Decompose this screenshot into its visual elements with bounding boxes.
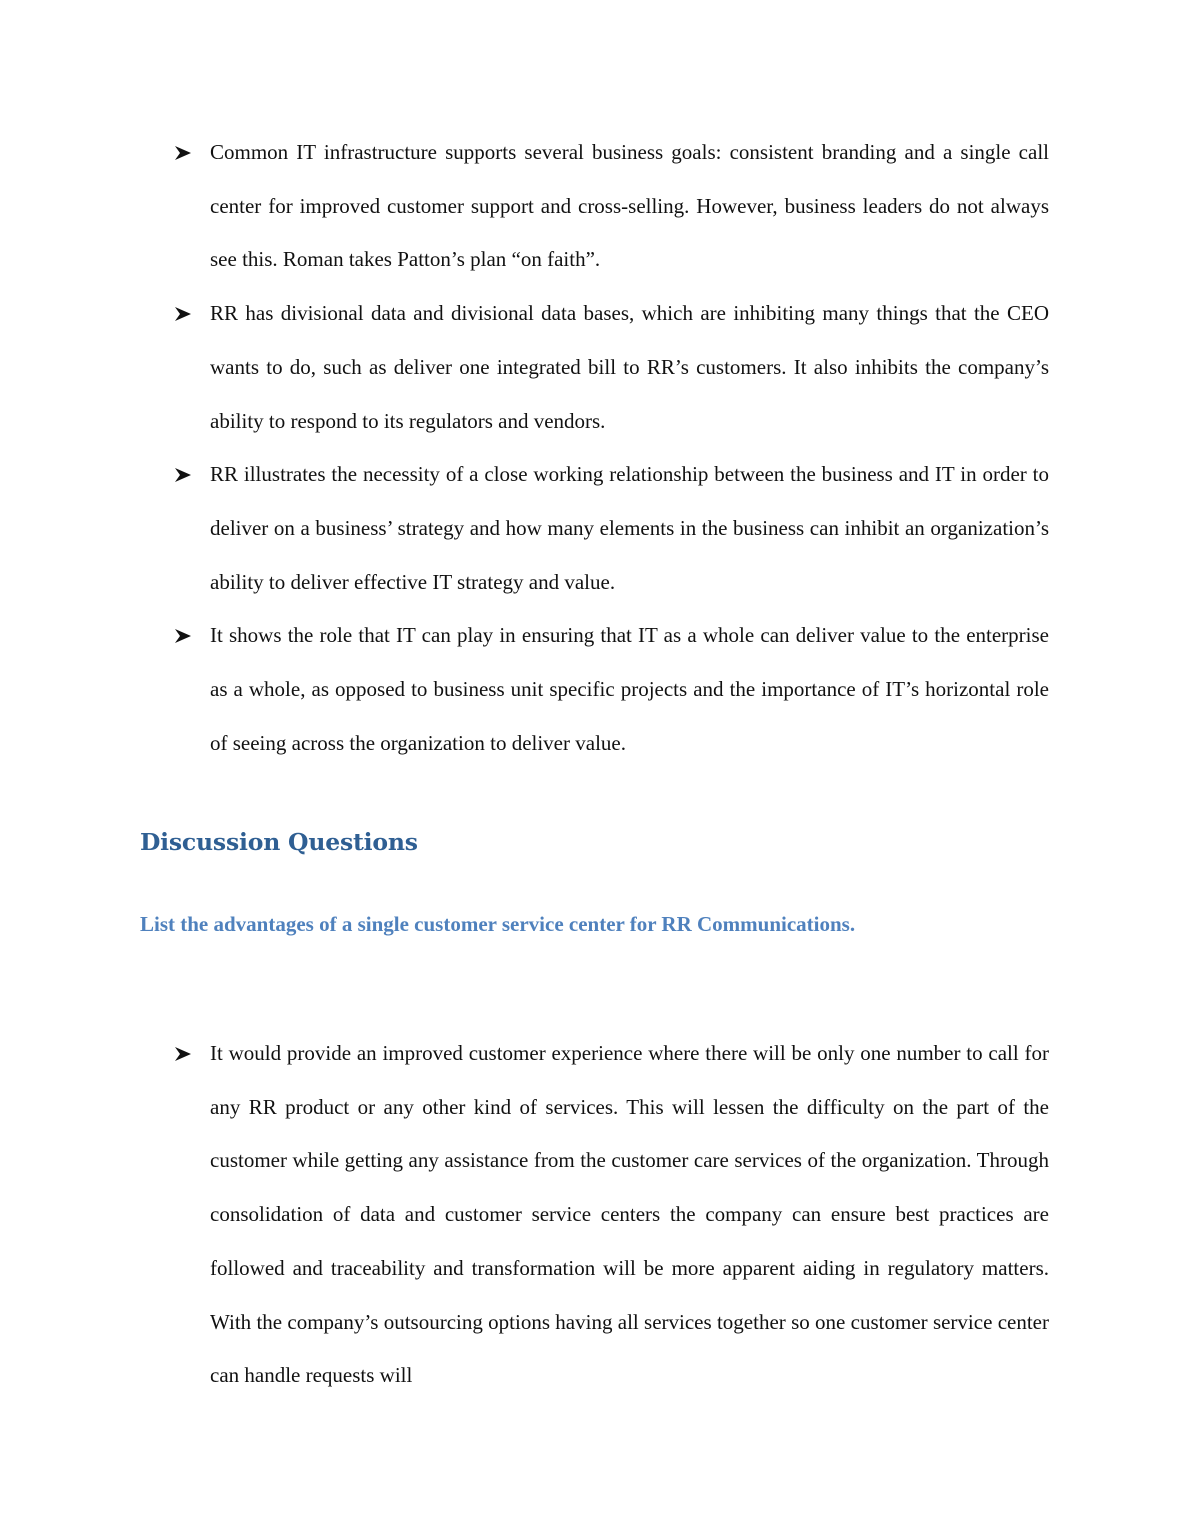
intro-bullet-list [175, 126, 1049, 770]
arrowhead-bullet-icon [175, 448, 193, 502]
question-heading: List the advantages of a single customer service center for RR Communications. [140, 912, 856, 936]
bullet-text: It shows the role that IT can play in ensuring that IT as a whole can deliver value to the enterprise as a whole, as opposed to business unit specific projects and the importance of IT’s horizontal role of seeing across the organization to deliver value. [210, 623, 1049, 755]
list-item [175, 609, 1049, 770]
bullet-text: RR has divisional data and divisional data bases, which are inhibiting many things that the CEO wants to do, such as deliver one integrated bill to RR’s customers. It also inhibits the company’s ability to respond to its regulators and vendors. [210, 301, 1049, 433]
list-item [175, 1027, 1049, 1403]
list-item [175, 126, 1049, 287]
list-item [175, 287, 1049, 448]
answer-bullet-list [175, 1027, 1049, 1403]
bullet-text: It would provide an improved customer experience where there will be only one number to call for any RR product or any other kind of services. This will lessen the difficulty on the part of the customer while getting any assistance from the customer care services of the organization. Through consolidation of data and customer service centers the company can ensure best practices are followed and traceability and transformation will be more apparent aiding in regulatory matters. With the company’s outsourcing options having all services together so one customer service center can handle requests will [210, 1041, 1049, 1388]
arrowhead-bullet-icon [175, 126, 193, 180]
bullet-text: Common IT infrastructure supports several business goals: consistent branding and a single call center for improved customer support and cross-selling. However, business leaders do not always see this. Roman takes Patton’s plan “on faith”. [210, 140, 1049, 272]
arrowhead-bullet-icon [175, 1027, 193, 1081]
bullet-text: RR illustrates the necessity of a close working relationship between the business and IT in order to deliver on a business’ strategy and how many elements in the business can inhibit an organization’s ability to deliver effective IT strategy and value. [210, 462, 1049, 594]
list-item [175, 448, 1049, 609]
arrowhead-bullet-icon [175, 287, 193, 341]
arrowhead-bullet-icon [175, 609, 193, 663]
section-heading: Discussion Questions [140, 828, 418, 856]
